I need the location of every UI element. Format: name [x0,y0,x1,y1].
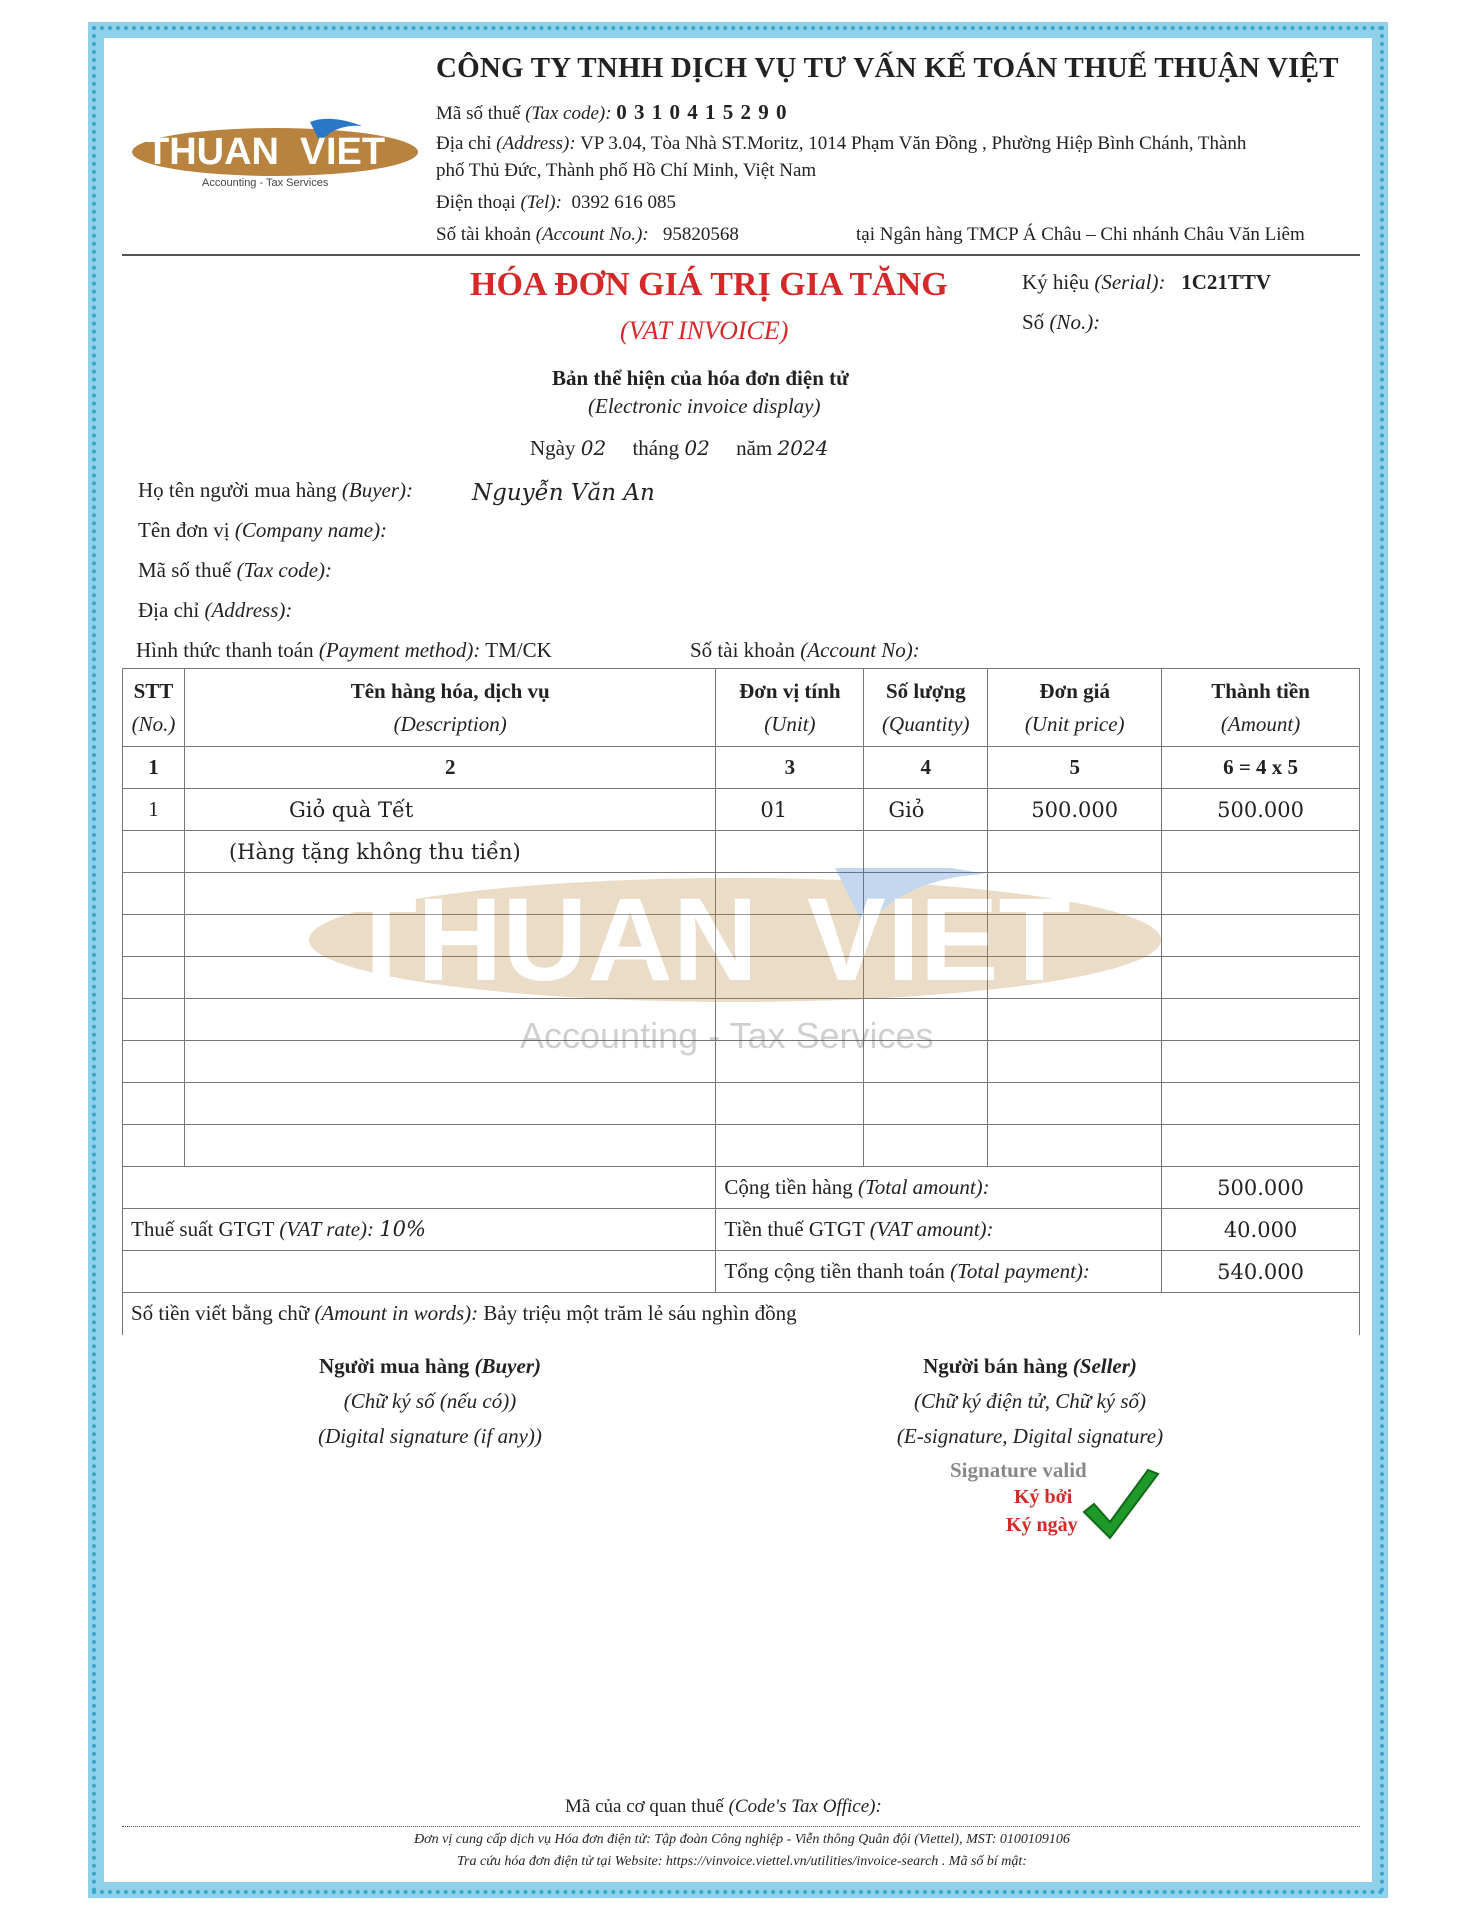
seller-address-line2: phố Thủ Đức, Thành phố Hồ Chí Minh, Việt Nam [436,160,817,181]
buyer-account-label: Số tài khoản (Account No): [690,638,920,662]
seller-phone-row: Điện thoại (Tel): 0392 616 085 [436,192,676,213]
table-row [123,1083,1360,1125]
signature-valid: Signature valid [950,1458,1087,1482]
svg-text:THUAN: THUAN [345,874,758,1006]
amount-in-words: Bảy triệu một trăm lẻ sáu nghìn đồng [483,1301,797,1326]
buyer-signature-block: Người mua hàng (Buyer) (Chữ ký số (nếu có)) (Digital signature (if any)) [318,1354,542,1448]
table-row [123,1125,1360,1167]
total-payment-row: Tổng cộng tiền thanh toán (Total payment): 540.000 [123,1251,1360,1293]
signed-date: Ký ngày [1006,1514,1078,1536]
serial-value: 1C21TTV [1181,270,1272,294]
table-row: (Hàng tặng không thu tiền) [123,831,1360,873]
svg-text:IET: IET [887,874,1071,1006]
seller-tax-row: Mã số thuế (Tax code): 0 3 1 0 4 1 5 2 9 0 [436,100,788,124]
seller-company-name: CÔNG TY TNHH DỊCH VỤ TƯ VẤN KẾ TOÁN THUẾ THUẬN VIỆT [436,52,1339,84]
seller-address-row: Địa chỉ (Address): VP 3.04, Tòa Nhà ST.Moritz, 1014 Phạm Văn Đồng , Phường Hiệp Bình Chánh, Thành [436,133,1247,154]
svg-text:Accounting - Tax Services: Accounting - Tax Services [202,177,329,189]
checkmark-icon [1080,1468,1162,1548]
header-divider [122,254,1360,256]
buyer-name: Nguyễn Văn An [472,480,655,506]
svg-text:Accounting - Tax Services: Accounting - Tax Services [520,1015,934,1056]
header-unit-price: Đơn giá (Unit price) [988,669,1162,747]
vat-row: Thuế suất GTGT (VAT rate): 10% Tiền thuế GTGT (VAT amount): 40.000 [123,1209,1360,1251]
display-note: Bản thể hiện của hóa đơn điện tử [552,366,849,390]
header-description: Tên hàng hóa, dịch vụ (Description) [184,669,715,747]
footer-divider [122,1826,1360,1828]
svg-text:THUAN: THUAN [146,131,279,173]
buyer-address-label: Địa chỉ (Address): [138,598,293,622]
signed-by: Ký bởi [1014,1486,1073,1508]
provider-note: Đơn vị cung cấp dịch vụ Hóa đơn điện tử: Tập đoàn Công nghiệp - Viễn thông Quân đội (Viettel), MST: 0100109106 [414,1832,1070,1847]
seller-account-row: Số tài khoản (Account No.): 95820568 [436,224,739,245]
invoice-title-en: (VAT INVOICE) [620,316,789,345]
total-amount-row: Cộng tiền hàng (Total amount): 500.000 [123,1167,1360,1209]
seller-bank: tại Ngân hàng TMCP Á Châu – Chi nhánh Châu Văn Liêm [856,224,1305,245]
header-unit: Đơn vị tính (Unit) [716,669,864,747]
amount-words-row: Số tiền viết bằng chữ (Amount in words): Bảy triệu một trăm lẻ sáu nghìn đồng [123,1293,1360,1335]
total-amount: 500.000 [1162,1167,1360,1209]
header-amount: Thành tiền (Amount) [1162,669,1360,747]
buyer-name-label: Họ tên người mua hàng (Buyer): [138,478,413,502]
svg-text:V: V [300,131,326,173]
table-header-row [123,669,1360,747]
total-payment: 540.000 [1162,1251,1360,1293]
svg-text:IET: IET [326,131,386,173]
header-quantity: Số lượng (Quantity) [864,669,988,747]
invoice-date: Ngày 02 tháng 02 năm 2024 [530,436,829,460]
tax-office-code: Mã của cơ quan thuế (Code's Tax Office): [565,1796,882,1817]
watermark-logo [305,868,1165,1068]
payment-method-row: Hình thức thanh toán (Payment method): TM/CK [136,638,552,662]
svg-text:V: V [807,874,886,1006]
vat-rate: 10% [379,1217,426,1241]
invoice-title: HÓA ĐƠN GIÁ TRỊ GIA TĂNG [470,266,948,303]
buyer-tax-label: Mã số thuế (Tax code): [138,558,333,582]
seller-signature-block: Người bán hàng (Seller) (Chữ ký điện tử, Chữ ký số) (E-signature, Digital signature) [896,1354,1164,1448]
seller-tax-code: 0 3 1 0 4 1 5 2 9 0 [616,100,788,124]
table-row: 1 Giỏ quà Tết 01 Giỏ 500.000 500.000 [123,789,1360,831]
serial-row: Ký hiệu (Serial): 1C21TTV [1022,270,1272,294]
payment-method: TM/CK [485,638,552,662]
lookup-note: Tra cứu hóa đơn điện tử tại Website: https://vinvoice.viettel.vn/utilities/invoice-search . Mã số bí mật: [457,1854,1027,1869]
display-note-en: (Electronic invoice display) [588,394,821,418]
vat-amount: 40.000 [1162,1209,1360,1251]
invoice-no-row: Số (No.): [1022,310,1101,334]
header-no: STT (No.) [123,669,185,747]
table-index-row: 1 2 3 4 5 6 = 4 x 5 [123,747,1360,789]
thuanviet-logo [130,118,420,200]
buyer-company-label: Tên đơn vị (Company name): [138,518,388,542]
